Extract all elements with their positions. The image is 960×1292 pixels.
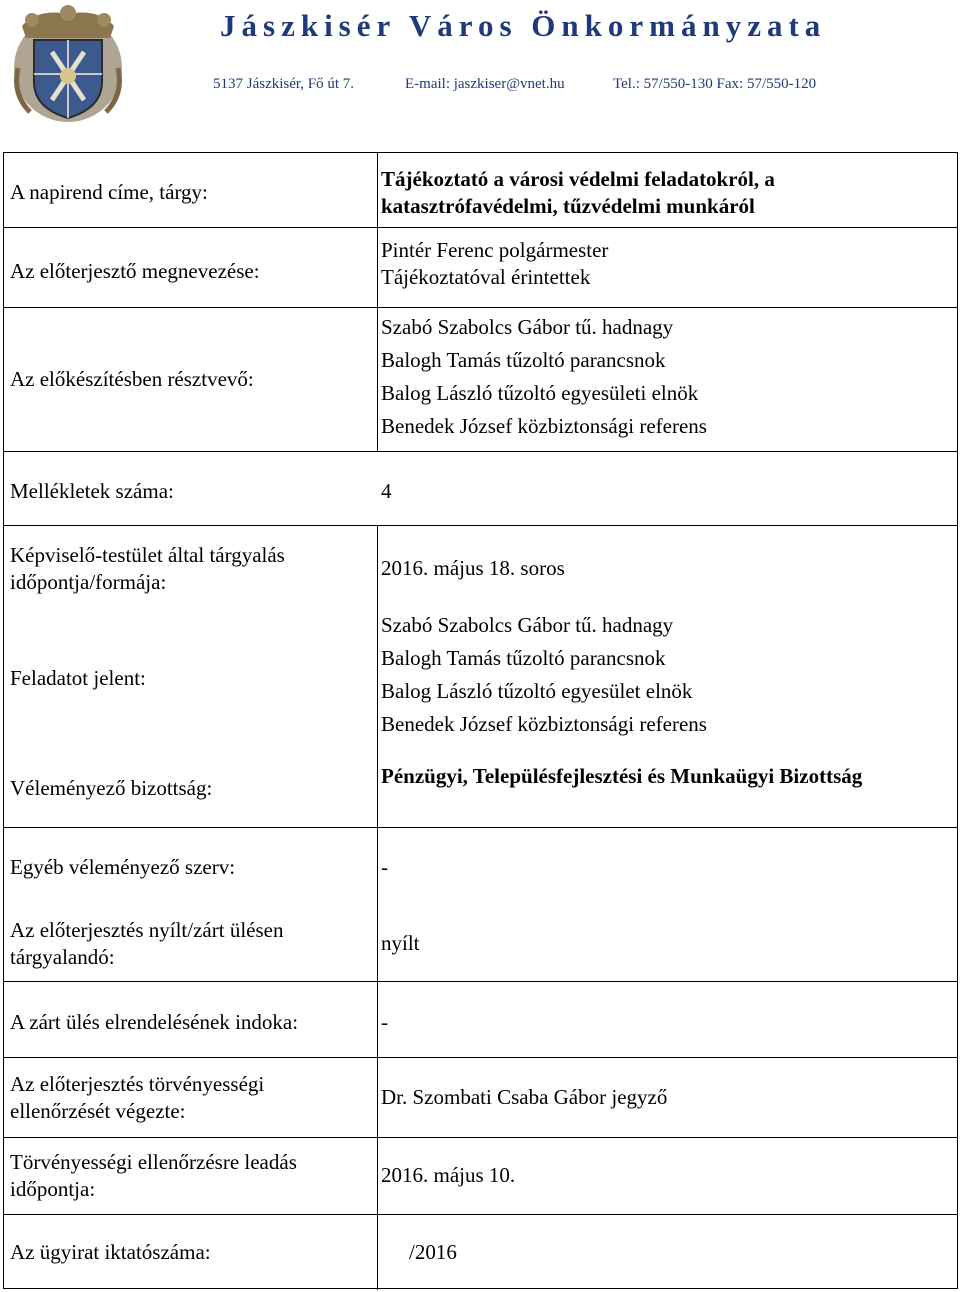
row-divider [4, 1214, 957, 1215]
preparer-item: Balog László tűzoltó egyesületi elnök [381, 381, 699, 405]
reporter-item: Balog László tűzoltó egyesület elnök [381, 679, 693, 703]
committee-value: Pénzügyi, Településfejlesztési és Munkaügyi Bizottság [381, 764, 863, 788]
agenda-title-label: A napirend címe, tárgy: [10, 180, 208, 204]
agenda-title-line1: Tájékoztató a városi védelmi feladatokról, a [381, 167, 775, 191]
submission-date-label-line2: időpontja: [10, 1177, 96, 1201]
row-divider [4, 525, 957, 526]
column-divider [377, 525, 378, 827]
attachments-count: 4 [381, 479, 392, 503]
file-number-label: Az ügyirat iktatószáma: [10, 1240, 211, 1264]
row-divider [4, 451, 957, 452]
column-divider [377, 827, 378, 1290]
reporters-label: Feladatot jelent: [10, 666, 146, 690]
row-divider [4, 1057, 957, 1058]
presenter-name: Pintér Ferenc polgármester [381, 238, 609, 262]
proposal-cover-form [3, 152, 958, 1289]
row-divider [4, 1137, 957, 1138]
closed-reason-label: A zárt ülés elrendelésének indoka: [10, 1010, 299, 1034]
legality-check-label-line2: ellenőrzését végezte: [10, 1099, 186, 1123]
agenda-title-line2: katasztrófavédelmi, tűzvédelmi munkáról [381, 194, 755, 218]
other-reviewer-value: - [381, 855, 388, 879]
open-closed-label-line1: Az előterjesztés nyílt/zárt ülésen [10, 918, 284, 942]
other-reviewer-label: Egyéb véleményező szerv: [10, 855, 236, 879]
email-text: E-mail: jaszkiser@vnet.hu [405, 76, 565, 92]
phone-fax-text: Tel.: 57/550-130 Fax: 57/550-120 [613, 76, 817, 92]
town-coat-of-arms-icon [8, 4, 128, 124]
committee-label: Véleményező bizottság: [10, 776, 213, 800]
open-closed-label-line2: tárgyalandó: [10, 945, 115, 969]
letterhead [0, 0, 960, 130]
row-divider [4, 827, 957, 828]
open-closed-value: nyílt [381, 931, 420, 955]
row-divider [4, 307, 957, 308]
meeting-label-line2: időpontja/formája: [10, 570, 167, 594]
file-number-value: /2016 [409, 1240, 457, 1264]
closed-reason-value: - [381, 1010, 388, 1034]
row-divider [4, 981, 957, 982]
preparer-item: Benedek József közbiztonsági referens [381, 414, 707, 438]
column-divider [377, 153, 378, 451]
presenter-label: Az előterjesztő megnevezése: [10, 259, 260, 283]
submission-date-value: 2016. május 10. [381, 1163, 516, 1187]
reporter-item: Benedek József közbiztonsági referens [381, 712, 707, 736]
reporters-list [381, 609, 707, 741]
legality-check-label-line1: Az előterjesztés törvényességi [10, 1072, 265, 1096]
submission-date-label-line1: Törvényességi ellenőrzésre leadás [10, 1150, 297, 1174]
preparers-label: Az előkészítésben résztvevő: [10, 367, 254, 391]
meeting-date-value: 2016. május 18. soros [381, 556, 565, 580]
attachments-label: Mellékletek száma: [10, 479, 174, 503]
meeting-label-line1: Képviselő-testület által tárgyalás [10, 543, 285, 567]
address-text: 5137 Jászkisér, Fő út 7. [213, 76, 355, 92]
preparers-list [381, 311, 707, 443]
reporter-item: Balogh Tamás tűzoltó parancsnok [381, 646, 666, 670]
preparer-item: Balogh Tamás tűzoltó parancsnok [381, 348, 666, 372]
town-council-title: Jászkisér Város Önkormányzata [220, 8, 827, 43]
row-divider [4, 227, 957, 228]
presenter-note: Tájékoztatóval érintettek [381, 265, 591, 289]
preparer-item: Szabó Szabolcs Gábor tű. hadnagy [381, 315, 674, 339]
legality-checker-value: Dr. Szombati Csaba Gábor jegyző [381, 1085, 668, 1109]
reporter-item: Szabó Szabolcs Gábor tű. hadnagy [381, 613, 674, 637]
